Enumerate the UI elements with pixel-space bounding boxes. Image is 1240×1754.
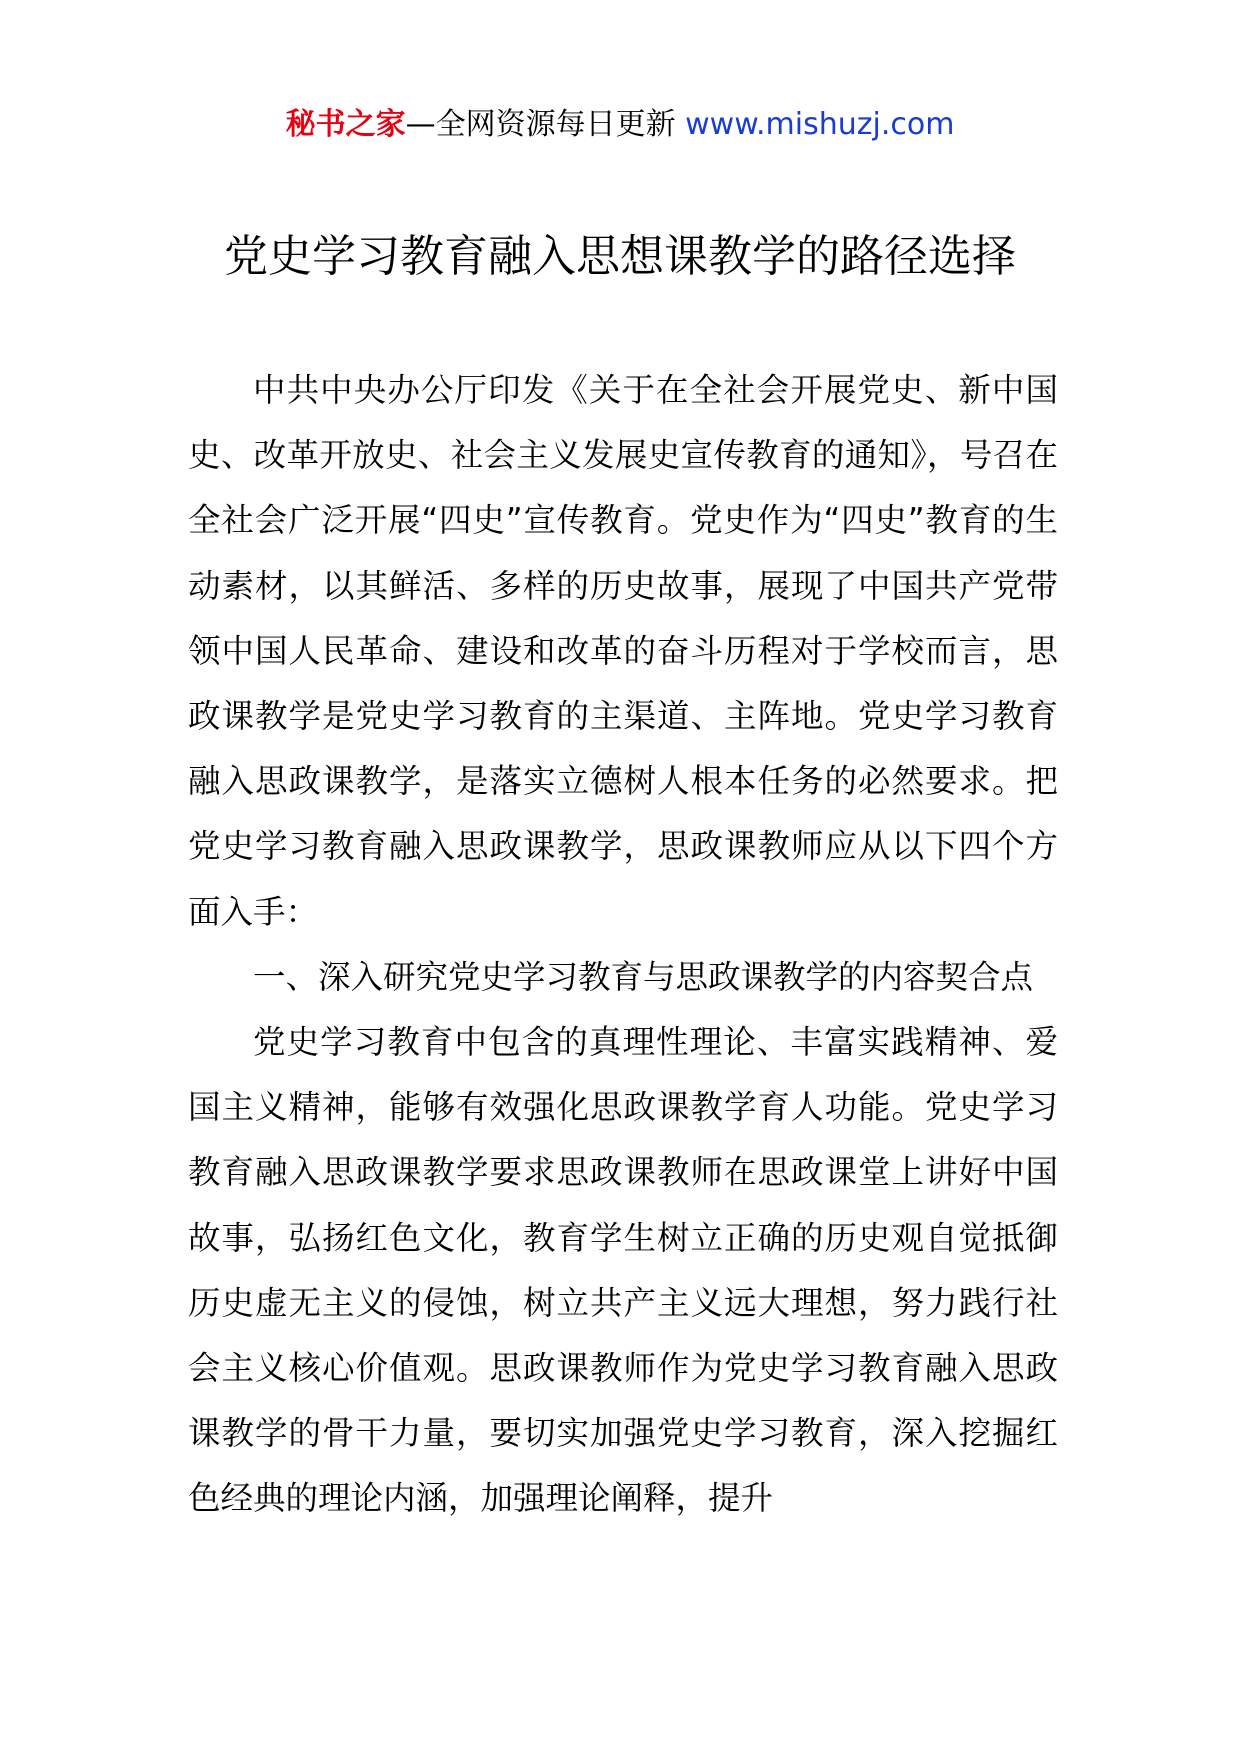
section-heading: 一、深入研究党史学习教育与思政课教学的内容契合点 [253, 957, 1034, 996]
paragraph-section-one: 党史学习教育中包含的真理性理论、丰富实践精神、爱国主义精神，能够有效强化思政课教学育人功能。党史学习教育融入思政课教学要求思政课教师在思政课堂上讲好中国故事，弘扬红色文化，教育学生树立正确的历史观自觉抵御历史虚无主义的侵蚀，树立共产主义远大理想，努力践行社会主义核心价值观。思政课教师作为党史学习教育融入思政课教学的骨干力量，要切实加强党史学习教育，深入挖掘红色经典的理论内涵，加强理论阐释，提升 [188, 1023, 1058, 1518]
brand-name: 秘书之家 [285, 107, 406, 142]
site-header [0, 100, 1240, 150]
document-body [188, 358, 1058, 1532]
header-slogan: —全网资源每日更新 [405, 107, 686, 142]
site-url-link[interactable]: www.mishuzj.com [685, 107, 955, 142]
document-title: 党史学习教育融入思想课教学的路径选择 [224, 231, 1016, 282]
paragraph-intro: 中共中央办公厅印发《关于在全社会开展党史、新中国史、改革开放史、社会主义发展史宣传教育的通知》，号召在全社会广泛开展“四史”宣传教育。党史作为“四史”教育的生动素材，以其鲜活、多样的历史故事，展现了中国共产党带领中国人民革命、建设和改革的奋斗历程对于学校而言，思政课教学是党史学习教育的主渠道、主阵地。党史学习教育融入思政课教学，是落实立德树人根本任务的必然要求。把党史学习教育融入思政课教学，思政课教师应从以下四个方面入手： [188, 371, 1058, 931]
